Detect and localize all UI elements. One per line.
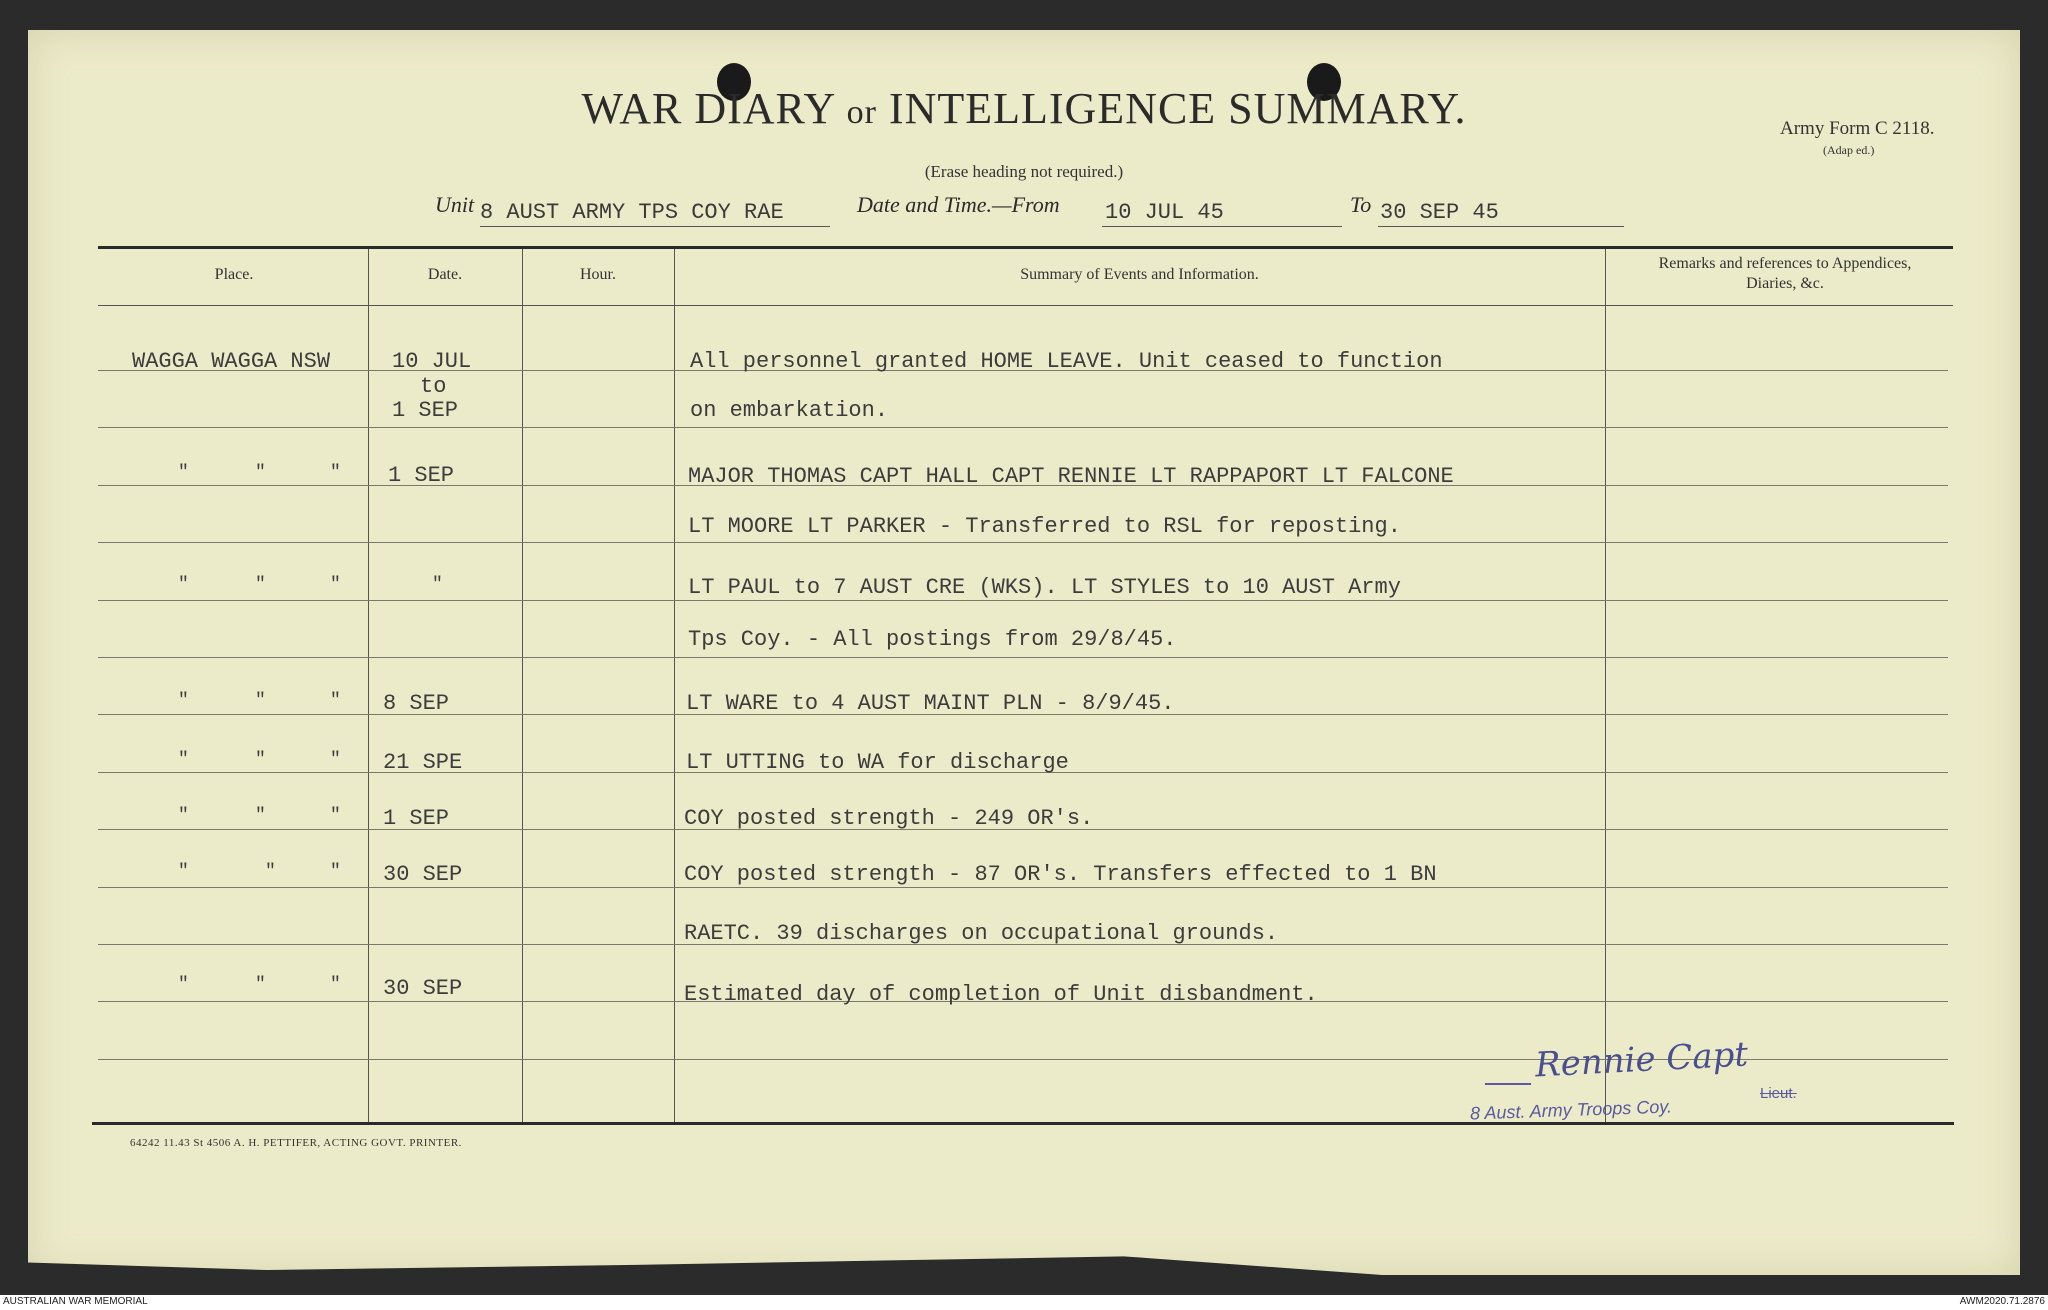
to-label: To xyxy=(1350,192,1372,217)
entry-date: 8 SEP xyxy=(383,691,450,716)
to-underline xyxy=(1378,226,1624,227)
form-title xyxy=(0,83,2048,134)
ditto-mark: " xyxy=(178,691,189,711)
erase-note: (Erase heading not required.) xyxy=(924,162,1124,181)
ditto-mark: " xyxy=(178,975,189,995)
ditto-mark: " xyxy=(178,750,189,770)
ditto-mark: " xyxy=(178,463,189,483)
unit-value: 8 AUST ARMY TPS COY RAE xyxy=(480,200,784,225)
printer-line: 64242 11.43 St 4506 A. H. PETTIFER, ACTING GOVT. PRINTER. xyxy=(130,1137,462,1149)
entry-summary: LT MOORE LT PARKER - Transferred to RSL for reposting. xyxy=(688,514,1401,539)
entry-summary: on embarkation. xyxy=(690,398,889,423)
entry-place: WAGGA WAGGA NSW xyxy=(132,349,331,374)
title-left: WAR DIARY xyxy=(581,84,835,133)
ruled-line xyxy=(98,542,1948,543)
ditto-mark: " xyxy=(178,806,189,826)
col-hour: Hour. xyxy=(580,266,616,283)
entry-date-to: to xyxy=(420,374,447,399)
entry-date: 21 SPE xyxy=(383,750,463,775)
ditto-mark: " xyxy=(330,463,341,483)
army-form-number: Army Form C 2118. xyxy=(1780,118,1935,139)
ditto-mark: " xyxy=(255,463,266,483)
col-place: Place. xyxy=(214,266,254,283)
entry-date: 1 SEP xyxy=(383,806,450,831)
column-divider xyxy=(1605,249,1606,1122)
entry-date: 1 SEP xyxy=(392,398,459,423)
entry-summary: COY posted strength - 87 OR's. Transfers effected to 1 BN xyxy=(684,862,1437,887)
to-value: 30 SEP 45 xyxy=(1380,200,1499,225)
ditto-mark: " xyxy=(265,862,276,882)
ruled-line xyxy=(98,657,1948,658)
from-underline xyxy=(1102,226,1342,227)
ditto-mark: " xyxy=(255,975,266,995)
column-divider xyxy=(522,249,523,1122)
ruled-line xyxy=(98,427,1948,428)
ditto-mark: " xyxy=(255,575,266,595)
ditto-mark: " xyxy=(178,575,189,595)
unit-underline xyxy=(480,226,830,227)
struck-rank: Lieut. xyxy=(1760,1085,1797,1102)
column-divider xyxy=(368,249,369,1122)
ditto-mark: " xyxy=(330,862,341,882)
entry-date: 1 SEP xyxy=(388,463,455,488)
ditto-mark: " xyxy=(432,575,443,595)
ditto-mark: " xyxy=(330,575,341,595)
adap-note: (Adap ed.) xyxy=(1823,143,1875,157)
ditto-mark: " xyxy=(330,806,341,826)
column-divider xyxy=(674,249,675,1122)
entry-summary: LT WARE to 4 AUST MAINT PLN - 8/9/45. xyxy=(686,691,1175,716)
archive-caption-bar xyxy=(0,1295,2048,1310)
unit-label: Unit xyxy=(435,192,475,217)
entry-summary: Tps Coy. - All postings from 29/8/45. xyxy=(688,627,1177,652)
archive-name: AUSTRALIAN WAR MEMORIAL xyxy=(3,1296,148,1307)
entry-summary: LT UTTING to WA for discharge xyxy=(686,750,1069,775)
unit-stamp: 8 Aust. Army Troops Coy. xyxy=(1469,1096,1673,1124)
table-bottom-rule xyxy=(92,1122,1954,1125)
archive-reference: AWM2020.71.2876 xyxy=(1959,1296,2045,1307)
ruled-line xyxy=(98,600,1948,601)
entry-summary: All personnel granted HOME LEAVE. Unit ceased to function xyxy=(690,349,1443,374)
col-date: Date. xyxy=(427,266,463,283)
ditto-mark: " xyxy=(255,691,266,711)
entry-summary: LT PAUL to 7 AUST CRE (WKS). LT STYLES to 10 AUST Army xyxy=(688,575,1401,600)
ditto-mark: " xyxy=(255,806,266,826)
date-time-label: Date and Time.—From xyxy=(857,192,1060,217)
ditto-mark: " xyxy=(178,862,189,882)
entry-date: 30 SEP xyxy=(383,976,463,1001)
ruled-line xyxy=(98,887,1948,888)
entry-date: 10 JUL xyxy=(392,349,472,374)
col-summary: Summary of Events and Information. xyxy=(1020,266,1259,283)
header-rule xyxy=(98,305,1953,306)
title-right: INTELLIGENCE SUMMARY. xyxy=(888,84,1467,133)
table-top-rule xyxy=(98,246,1953,249)
entry-summary: RAETC. 39 discharges on occupational grounds. xyxy=(684,921,1279,946)
ditto-mark: " xyxy=(255,750,266,770)
entry-date: 30 SEP xyxy=(383,862,463,887)
ditto-mark: " xyxy=(330,691,341,711)
handwritten-signature: Rennie Capt xyxy=(1534,1034,1749,1086)
entry-summary: MAJOR THOMAS CAPT HALL CAPT RENNIE LT RAPPAPORT LT FALCONE xyxy=(688,464,1454,489)
entry-summary: COY posted strength - 249 OR's. xyxy=(684,806,1094,831)
from-value: 10 JUL 45 xyxy=(1105,200,1224,225)
signature-dash xyxy=(1485,1083,1531,1085)
ditto-mark: " xyxy=(330,975,341,995)
title-or: or xyxy=(846,94,877,131)
col-remarks: Remarks and references to Appendices, Diaries, &c. xyxy=(1658,255,1912,292)
entry-summary: Estimated day of completion of Unit disbandment. xyxy=(684,982,1318,1007)
ditto-mark: " xyxy=(330,750,341,770)
